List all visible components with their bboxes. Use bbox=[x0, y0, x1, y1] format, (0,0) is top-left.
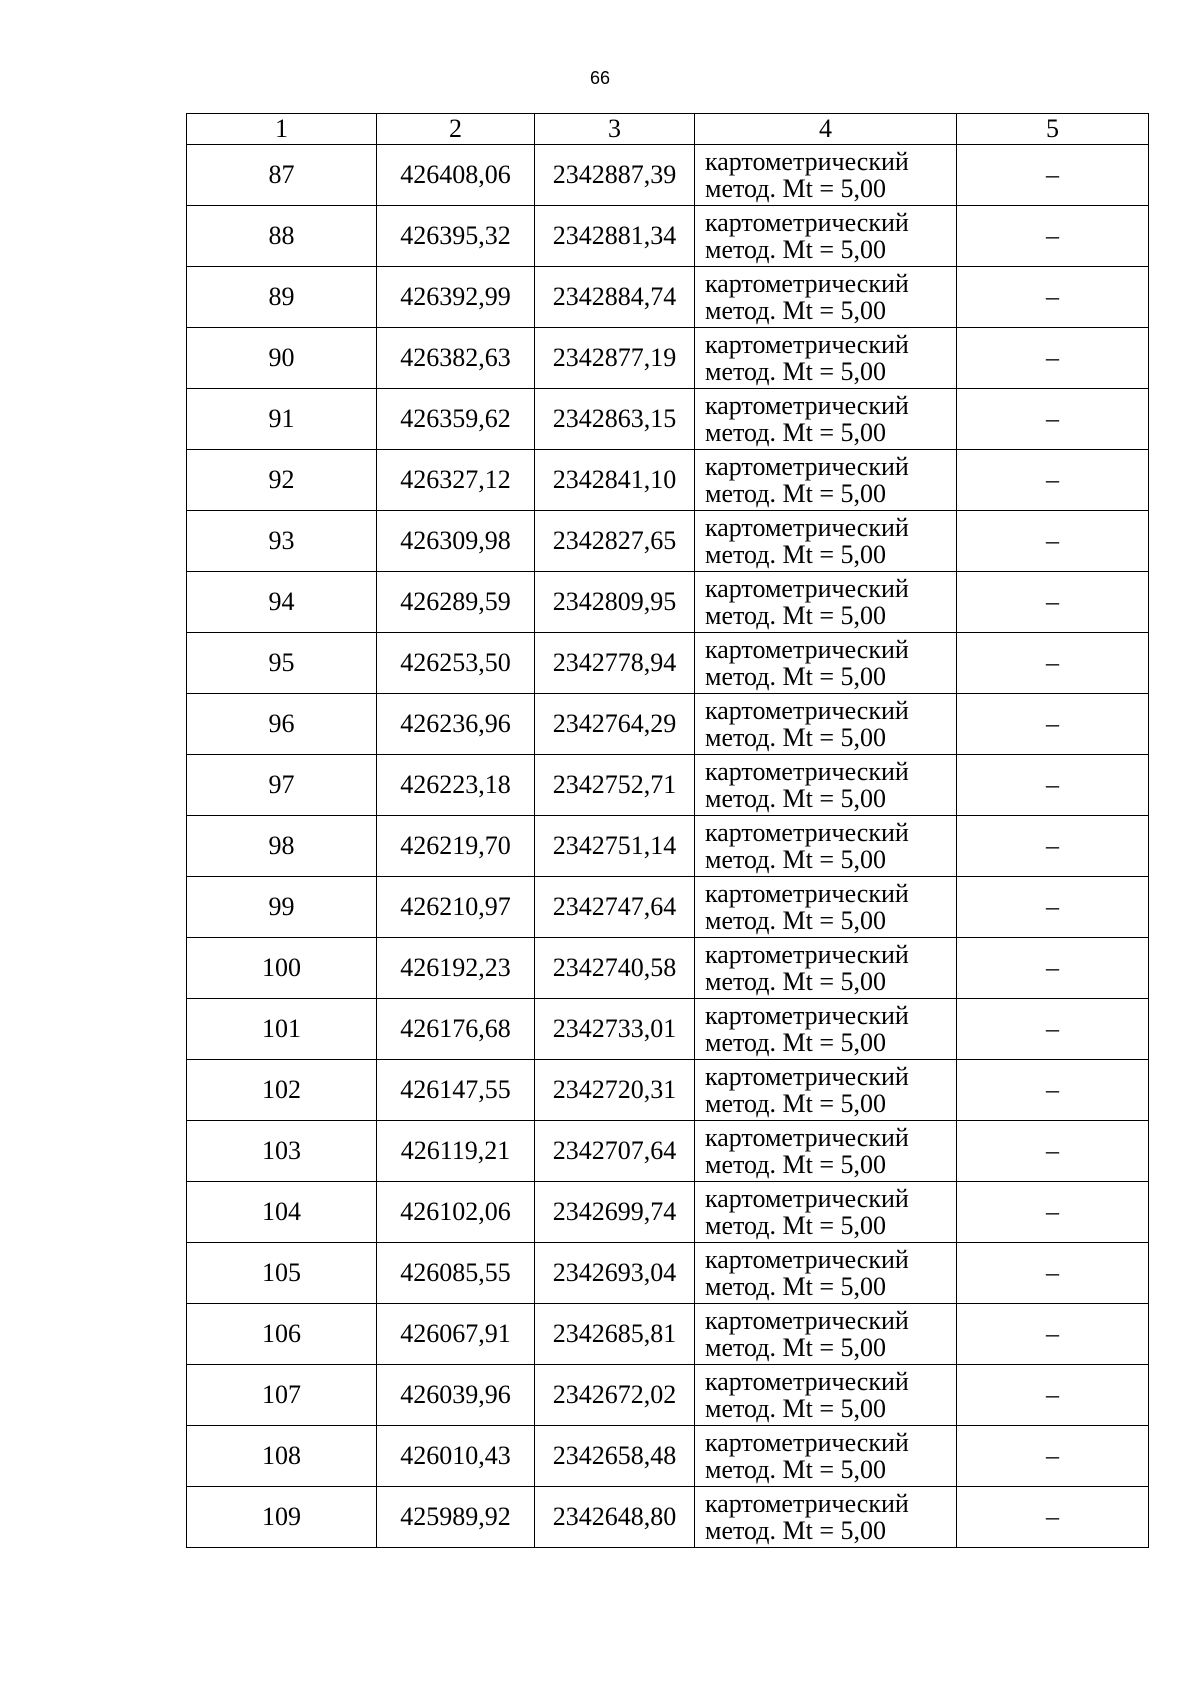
method-line-2: метод. Mt = 5,00 bbox=[705, 540, 886, 569]
note-cell: – bbox=[957, 328, 1149, 389]
table-row bbox=[187, 206, 1149, 267]
note-cell: – bbox=[957, 999, 1149, 1060]
x-coordinate-cell: 425989,92 bbox=[377, 1487, 535, 1548]
note-cell: – bbox=[957, 1243, 1149, 1304]
method-line-2: метод. Mt = 5,00 bbox=[705, 1333, 886, 1362]
method-line-2: метод. Mt = 5,00 bbox=[705, 174, 886, 203]
point-number-cell: 99 bbox=[187, 877, 377, 938]
method-line-2: метод. Mt = 5,00 bbox=[705, 1211, 886, 1240]
note-cell: – bbox=[957, 877, 1149, 938]
table-row bbox=[187, 816, 1149, 877]
note-cell: – bbox=[957, 694, 1149, 755]
point-number-cell: 102 bbox=[187, 1060, 377, 1121]
method-cell bbox=[695, 267, 957, 328]
table-header-row bbox=[187, 114, 1149, 145]
method-cell bbox=[695, 1182, 957, 1243]
coordinates-table bbox=[186, 113, 1149, 1548]
method-line-2: метод. Mt = 5,00 bbox=[705, 235, 886, 264]
table-row bbox=[187, 1182, 1149, 1243]
x-coordinate-cell: 426210,97 bbox=[377, 877, 535, 938]
method-line-1: картометрический bbox=[705, 1123, 909, 1152]
method-line-2: метод. Mt = 5,00 bbox=[705, 723, 886, 752]
note-cell: – bbox=[957, 511, 1149, 572]
point-number-cell: 100 bbox=[187, 938, 377, 999]
note-cell: – bbox=[957, 1304, 1149, 1365]
y-coordinate-cell: 2342881,34 bbox=[535, 206, 695, 267]
method-cell bbox=[695, 206, 957, 267]
note-cell: – bbox=[957, 1182, 1149, 1243]
note-cell: – bbox=[957, 938, 1149, 999]
method-cell bbox=[695, 450, 957, 511]
y-coordinate-cell: 2342699,74 bbox=[535, 1182, 695, 1243]
header-col-3: 3 bbox=[535, 114, 695, 145]
point-number-cell: 96 bbox=[187, 694, 377, 755]
method-cell bbox=[695, 511, 957, 572]
y-coordinate-cell: 2342887,39 bbox=[535, 145, 695, 206]
method-cell bbox=[695, 755, 957, 816]
y-coordinate-cell: 2342877,19 bbox=[535, 328, 695, 389]
method-cell bbox=[695, 1060, 957, 1121]
table-row bbox=[187, 389, 1149, 450]
note-cell: – bbox=[957, 267, 1149, 328]
x-coordinate-cell: 426395,32 bbox=[377, 206, 535, 267]
table-row bbox=[187, 145, 1149, 206]
x-coordinate-cell: 426085,55 bbox=[377, 1243, 535, 1304]
method-cell bbox=[695, 1426, 957, 1487]
x-coordinate-cell: 426010,43 bbox=[377, 1426, 535, 1487]
point-number-cell: 97 bbox=[187, 755, 377, 816]
point-number-cell: 89 bbox=[187, 267, 377, 328]
method-line-1: картометрический bbox=[705, 391, 909, 420]
method-line-1: картометрический bbox=[705, 940, 909, 969]
method-line-2: метод. Mt = 5,00 bbox=[705, 418, 886, 447]
method-cell bbox=[695, 694, 957, 755]
method-line-1: картометрический bbox=[705, 879, 909, 908]
y-coordinate-cell: 2342809,95 bbox=[535, 572, 695, 633]
y-coordinate-cell: 2342764,29 bbox=[535, 694, 695, 755]
method-line-2: метод. Mt = 5,00 bbox=[705, 1028, 886, 1057]
method-line-1: картометрический bbox=[705, 696, 909, 725]
note-cell: – bbox=[957, 572, 1149, 633]
method-cell bbox=[695, 389, 957, 450]
method-line-2: метод. Mt = 5,00 bbox=[705, 601, 886, 630]
y-coordinate-cell: 2342720,31 bbox=[535, 1060, 695, 1121]
x-coordinate-cell: 426039,96 bbox=[377, 1365, 535, 1426]
point-number-cell: 95 bbox=[187, 633, 377, 694]
note-cell: – bbox=[957, 1121, 1149, 1182]
x-coordinate-cell: 426392,99 bbox=[377, 267, 535, 328]
x-coordinate-cell: 426176,68 bbox=[377, 999, 535, 1060]
y-coordinate-cell: 2342827,65 bbox=[535, 511, 695, 572]
point-number-cell: 108 bbox=[187, 1426, 377, 1487]
x-coordinate-cell: 426102,06 bbox=[377, 1182, 535, 1243]
method-line-1: картометрический bbox=[705, 330, 909, 359]
table-row bbox=[187, 572, 1149, 633]
method-line-1: картометрический bbox=[705, 635, 909, 664]
x-coordinate-cell: 426192,23 bbox=[377, 938, 535, 999]
table-row bbox=[187, 633, 1149, 694]
method-line-1: картометрический bbox=[705, 1306, 909, 1335]
point-number-cell: 107 bbox=[187, 1365, 377, 1426]
method-cell bbox=[695, 145, 957, 206]
table-row bbox=[187, 694, 1149, 755]
method-line-1: картометрический bbox=[705, 513, 909, 542]
method-line-1: картометрический bbox=[705, 208, 909, 237]
point-number-cell: 109 bbox=[187, 1487, 377, 1548]
x-coordinate-cell: 426408,06 bbox=[377, 145, 535, 206]
page-number: 66 bbox=[589, 68, 611, 88]
x-coordinate-cell: 426253,50 bbox=[377, 633, 535, 694]
method-cell bbox=[695, 1121, 957, 1182]
point-number-cell: 88 bbox=[187, 206, 377, 267]
x-coordinate-cell: 426289,59 bbox=[377, 572, 535, 633]
method-line-2: метод. Mt = 5,00 bbox=[705, 357, 886, 386]
y-coordinate-cell: 2342747,64 bbox=[535, 877, 695, 938]
y-coordinate-cell: 2342841,10 bbox=[535, 450, 695, 511]
note-cell: – bbox=[957, 1060, 1149, 1121]
table-body bbox=[187, 145, 1149, 1548]
table-row bbox=[187, 1243, 1149, 1304]
x-coordinate-cell: 426309,98 bbox=[377, 511, 535, 572]
method-line-2: метод. Mt = 5,00 bbox=[705, 1455, 886, 1484]
table-row bbox=[187, 1121, 1149, 1182]
y-coordinate-cell: 2342740,58 bbox=[535, 938, 695, 999]
method-line-2: метод. Mt = 5,00 bbox=[705, 906, 886, 935]
y-coordinate-cell: 2342685,81 bbox=[535, 1304, 695, 1365]
x-coordinate-cell: 426327,12 bbox=[377, 450, 535, 511]
y-coordinate-cell: 2342751,14 bbox=[535, 816, 695, 877]
x-coordinate-cell: 426067,91 bbox=[377, 1304, 535, 1365]
method-line-1: картометрический bbox=[705, 1062, 909, 1091]
table-row bbox=[187, 877, 1149, 938]
point-number-cell: 93 bbox=[187, 511, 377, 572]
point-number-cell: 106 bbox=[187, 1304, 377, 1365]
x-coordinate-cell: 426359,62 bbox=[377, 389, 535, 450]
method-line-1: картометрический bbox=[705, 1367, 909, 1396]
method-cell bbox=[695, 877, 957, 938]
point-number-cell: 91 bbox=[187, 389, 377, 450]
table-row bbox=[187, 328, 1149, 389]
point-number-cell: 92 bbox=[187, 450, 377, 511]
table-row bbox=[187, 938, 1149, 999]
point-number-cell: 87 bbox=[187, 145, 377, 206]
method-line-1: картометрический bbox=[705, 147, 909, 176]
header-col-4: 4 bbox=[695, 114, 957, 145]
x-coordinate-cell: 426382,63 bbox=[377, 328, 535, 389]
method-line-1: картометрический bbox=[705, 1428, 909, 1457]
method-cell bbox=[695, 1304, 957, 1365]
point-number-cell: 103 bbox=[187, 1121, 377, 1182]
note-cell: – bbox=[957, 816, 1149, 877]
header-col-2: 2 bbox=[377, 114, 535, 145]
y-coordinate-cell: 2342752,71 bbox=[535, 755, 695, 816]
method-line-2: метод. Mt = 5,00 bbox=[705, 1089, 886, 1118]
method-line-2: метод. Mt = 5,00 bbox=[705, 662, 886, 691]
x-coordinate-cell: 426223,18 bbox=[377, 755, 535, 816]
method-cell bbox=[695, 633, 957, 694]
y-coordinate-cell: 2342648,80 bbox=[535, 1487, 695, 1548]
note-cell: – bbox=[957, 1426, 1149, 1487]
method-cell bbox=[695, 1243, 957, 1304]
method-line-2: метод. Mt = 5,00 bbox=[705, 1516, 886, 1545]
header-col-5: 5 bbox=[957, 114, 1149, 145]
method-cell bbox=[695, 1365, 957, 1426]
note-cell: – bbox=[957, 389, 1149, 450]
point-number-cell: 105 bbox=[187, 1243, 377, 1304]
y-coordinate-cell: 2342884,74 bbox=[535, 267, 695, 328]
method-line-1: картометрический bbox=[705, 269, 909, 298]
y-coordinate-cell: 2342778,94 bbox=[535, 633, 695, 694]
y-coordinate-cell: 2342707,64 bbox=[535, 1121, 695, 1182]
note-cell: – bbox=[957, 145, 1149, 206]
method-line-2: метод. Mt = 5,00 bbox=[705, 1272, 886, 1301]
table-row bbox=[187, 267, 1149, 328]
table-row bbox=[187, 1487, 1149, 1548]
y-coordinate-cell: 2342733,01 bbox=[535, 999, 695, 1060]
point-number-cell: 94 bbox=[187, 572, 377, 633]
method-cell bbox=[695, 1487, 957, 1548]
note-cell: – bbox=[957, 633, 1149, 694]
note-cell: – bbox=[957, 1365, 1149, 1426]
point-number-cell: 98 bbox=[187, 816, 377, 877]
y-coordinate-cell: 2342863,15 bbox=[535, 389, 695, 450]
method-line-1: картометрический bbox=[705, 757, 909, 786]
method-line-2: метод. Mt = 5,00 bbox=[705, 784, 886, 813]
x-coordinate-cell: 426219,70 bbox=[377, 816, 535, 877]
method-cell bbox=[695, 328, 957, 389]
method-line-2: метод. Mt = 5,00 bbox=[705, 296, 886, 325]
method-line-1: картометрический bbox=[705, 1489, 909, 1518]
table-row bbox=[187, 1304, 1149, 1365]
table-row bbox=[187, 1426, 1149, 1487]
method-line-2: метод. Mt = 5,00 bbox=[705, 845, 886, 874]
y-coordinate-cell: 2342693,04 bbox=[535, 1243, 695, 1304]
header-col-1: 1 bbox=[187, 114, 377, 145]
method-cell bbox=[695, 999, 957, 1060]
method-cell bbox=[695, 938, 957, 999]
method-line-1: картометрический bbox=[705, 452, 909, 481]
method-line-2: метод. Mt = 5,00 bbox=[705, 967, 886, 996]
note-cell: – bbox=[957, 206, 1149, 267]
method-cell bbox=[695, 572, 957, 633]
table-row bbox=[187, 755, 1149, 816]
x-coordinate-cell: 426147,55 bbox=[377, 1060, 535, 1121]
note-cell: – bbox=[957, 450, 1149, 511]
table-row bbox=[187, 999, 1149, 1060]
x-coordinate-cell: 426119,21 bbox=[377, 1121, 535, 1182]
method-line-1: картометрический bbox=[705, 818, 909, 847]
method-line-2: метод. Mt = 5,00 bbox=[705, 1394, 886, 1423]
method-line-1: картометрический bbox=[705, 574, 909, 603]
point-number-cell: 101 bbox=[187, 999, 377, 1060]
table-row bbox=[187, 450, 1149, 511]
method-line-1: картометрический bbox=[705, 1184, 909, 1213]
method-line-1: картометрический bbox=[705, 1001, 909, 1030]
y-coordinate-cell: 2342672,02 bbox=[535, 1365, 695, 1426]
note-cell: – bbox=[957, 1487, 1149, 1548]
table-row bbox=[187, 1365, 1149, 1426]
method-line-2: метод. Mt = 5,00 bbox=[705, 479, 886, 508]
method-cell bbox=[695, 816, 957, 877]
table-row bbox=[187, 1060, 1149, 1121]
x-coordinate-cell: 426236,96 bbox=[377, 694, 535, 755]
point-number-cell: 90 bbox=[187, 328, 377, 389]
method-line-1: картометрический bbox=[705, 1245, 909, 1274]
point-number-cell: 104 bbox=[187, 1182, 377, 1243]
table-row bbox=[187, 511, 1149, 572]
note-cell: – bbox=[957, 755, 1149, 816]
method-line-2: метод. Mt = 5,00 bbox=[705, 1150, 886, 1179]
y-coordinate-cell: 2342658,48 bbox=[535, 1426, 695, 1487]
